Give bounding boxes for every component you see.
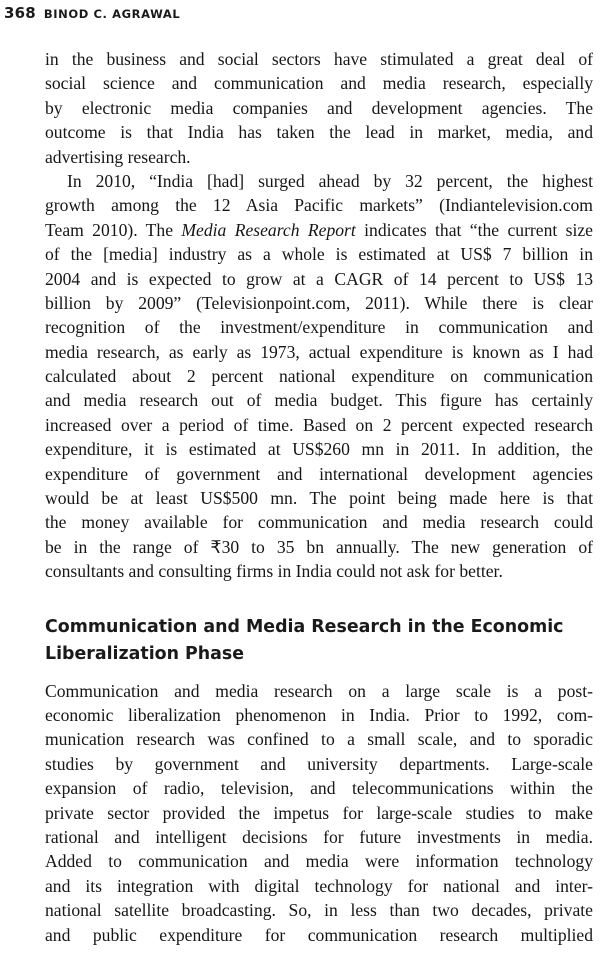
text-line: calculated about 2 percent national expenditure on communication [45, 366, 593, 387]
text-line: and media research out of media budget. This figure has certainly [45, 390, 593, 411]
page-number: 368 [4, 4, 36, 22]
text-line: billion by 2009” (Televisionpoint.com, 2011). While there is clear [45, 292, 593, 313]
running-head-author: BINOD C. AGRAWAL [43, 7, 181, 21]
text-line: consultants and consulting firms in India could not ask for better. [45, 561, 503, 582]
section-heading [45, 614, 593, 668]
report-title: Media Research Report [181, 219, 356, 240]
text-line: advertising research. [45, 146, 191, 167]
text-line: growth among the 12 Asia Pacific markets” (Indiantelevision.com [45, 195, 593, 216]
text-line: increased over a period of time. Based on 2 percent expected research [45, 414, 593, 435]
text-line: media research, as early as 1973, actual expenditure is known as I had [45, 341, 593, 362]
text-line: munication research was confined to a small scale, and to sporadic [45, 729, 593, 750]
text-line: 2004 and is expected to grow at a CAGR of 14 percent to US$ 13 [45, 268, 593, 289]
text-line: and public expenditure for communication research multiplied [45, 924, 593, 945]
paragraph-2 [45, 169, 593, 584]
text-line: the money available for communication and media research could [45, 512, 593, 533]
text-line: Added to communication and media were information technology [45, 851, 593, 872]
text-line: in the business and social sectors have stimulated a great deal of [45, 49, 593, 69]
running-head [4, 4, 180, 22]
text-line: be in the range of ₹30 to 35 bn annually. The new generation of [45, 536, 593, 557]
text-line: economic liberalization phenomenon in India. Prior to 1992, com- [45, 704, 593, 725]
paragraph-1 [45, 47, 593, 169]
section-heading-line: Liberalization Phase [45, 643, 245, 664]
text-line: studies by government and university departments. Large-scale [45, 753, 593, 774]
text-line: of the [media] industry as a whole is estimated at US$ 7 billion in [45, 244, 593, 265]
text-line: and its integration with digital technology for national and inter- [45, 875, 593, 896]
text-line: outcome is that India has taken the lead in market, media, and [45, 122, 593, 143]
text-line: would be at least US$500 mn. The point being made here is that [45, 488, 593, 509]
text-line: private sector provided the impetus for large-scale studies to make [45, 802, 593, 823]
text-line: Communication and media research on a large scale is a post- [45, 680, 593, 701]
text-line: In 2010, “India [had] surged ahead by 32 percent, the highest [67, 170, 593, 191]
text-line-with-title [45, 218, 593, 242]
paragraph-3 [45, 679, 593, 947]
text-line: expenditure, it is estimated at US$260 mn in 2011. In addition, the [45, 439, 593, 460]
text-line: rational and intelligent decisions for future investments in media. [45, 826, 593, 847]
text-fragment: Team 2010). The [45, 219, 182, 240]
text-line: expansion of radio, television, and telecommunications within the [45, 778, 593, 799]
text-fragment: indicates that “the current size [355, 219, 593, 240]
text-line: national satellite broadcasting. So, in less than two decades, private [45, 900, 593, 921]
text-line: social science and communication and media research, especially [45, 73, 593, 94]
page-body [45, 47, 593, 947]
text-line: expenditure of government and international development agencies [45, 463, 593, 484]
section-heading-line: Communication and Media Research in the Economic [45, 616, 564, 637]
text-line: recognition of the investment/expenditure in communication and [45, 317, 593, 338]
text-line: by electronic media companies and development agencies. The [45, 97, 593, 118]
